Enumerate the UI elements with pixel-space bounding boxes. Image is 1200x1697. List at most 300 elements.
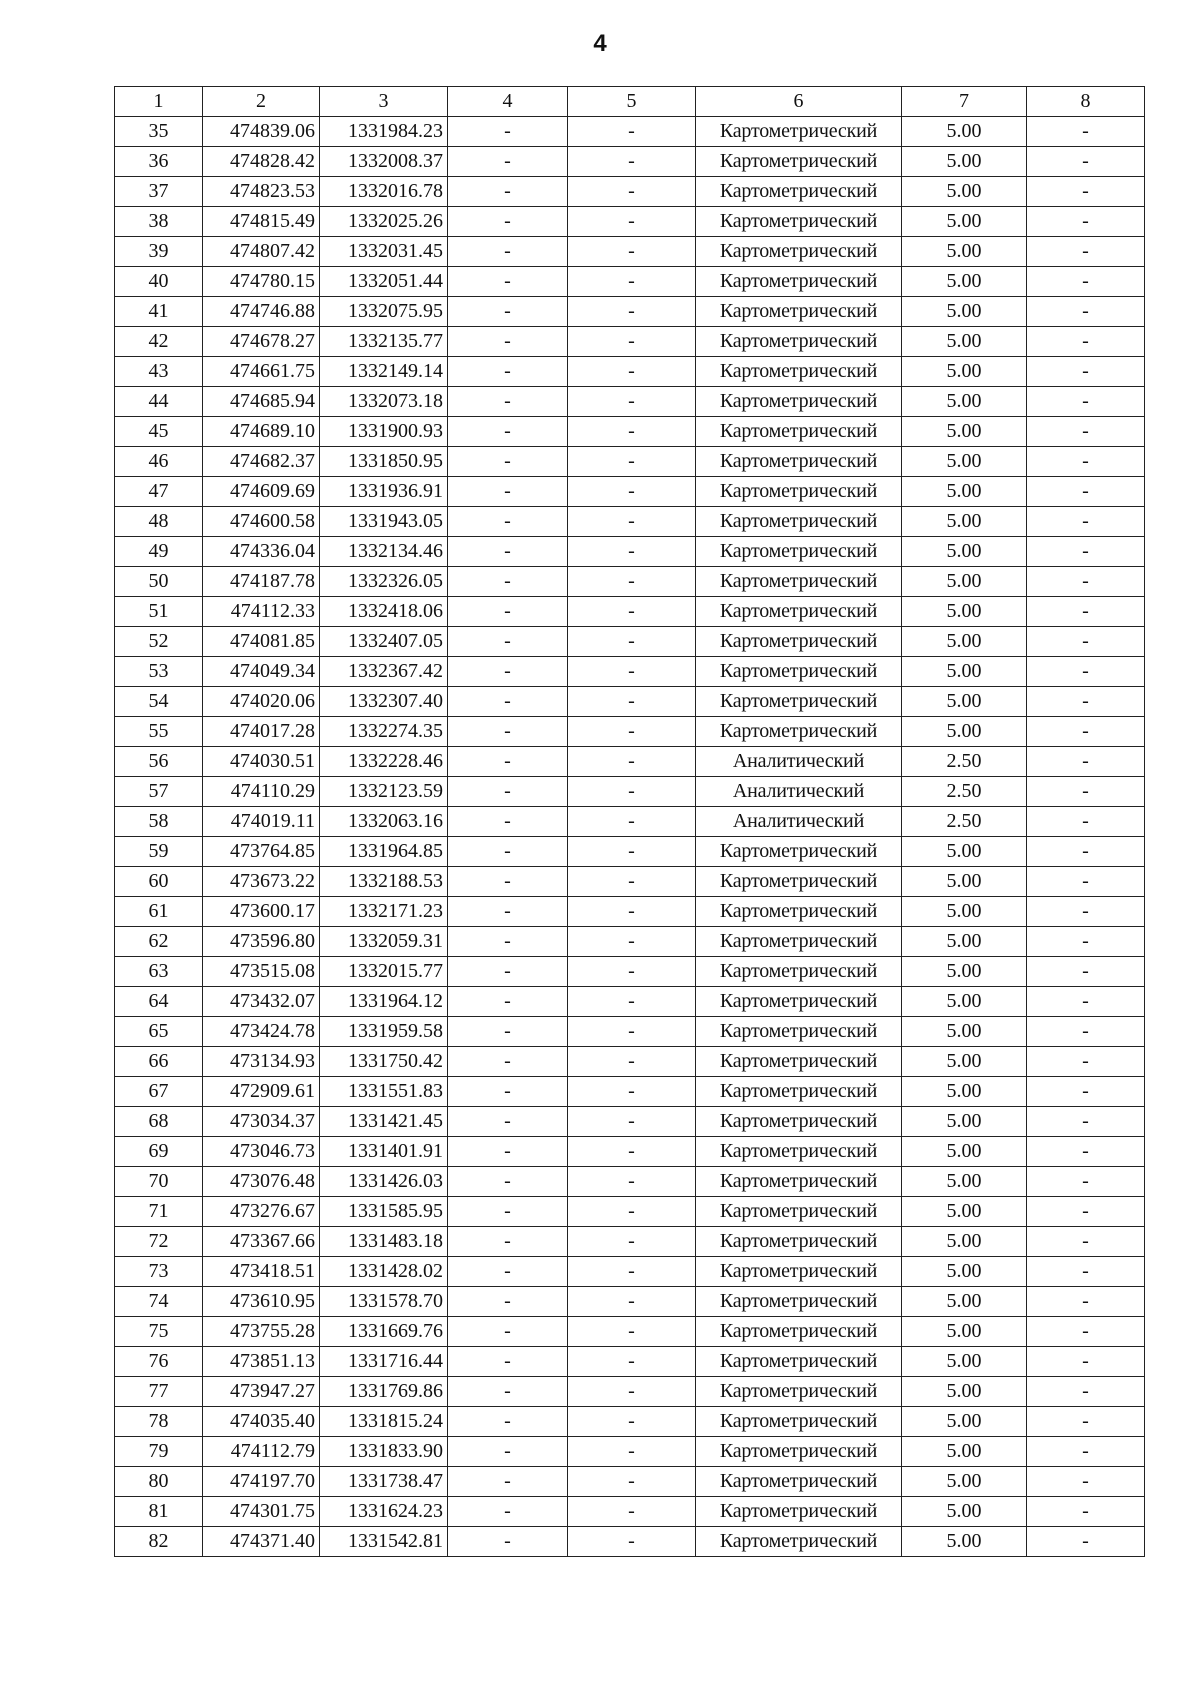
col4-cell: - — [448, 417, 568, 447]
col8-cell: - — [1027, 357, 1145, 387]
col4-cell: - — [448, 1197, 568, 1227]
method-cell: Картометрический — [696, 657, 902, 687]
table-row — [115, 987, 1145, 1017]
col8-cell: - — [1027, 1107, 1145, 1137]
y-coordinate-cell: 1331900.93 — [320, 417, 448, 447]
col5-cell: - — [568, 1077, 696, 1107]
col4-cell: - — [448, 987, 568, 1017]
x-coordinate-cell: 473947.27 — [203, 1377, 320, 1407]
point-number-cell: 44 — [115, 387, 203, 417]
accuracy-cell: 5.00 — [902, 927, 1027, 957]
point-number-cell: 53 — [115, 657, 203, 687]
accuracy-cell: 5.00 — [902, 627, 1027, 657]
col4-cell: - — [448, 627, 568, 657]
col4-cell: - — [448, 1467, 568, 1497]
accuracy-cell: 5.00 — [902, 1167, 1027, 1197]
method-cell: Картометрический — [696, 1467, 902, 1497]
col4-cell: - — [448, 777, 568, 807]
col4-cell: - — [448, 1107, 568, 1137]
point-number-cell: 66 — [115, 1047, 203, 1077]
accuracy-cell: 5.00 — [902, 507, 1027, 537]
table-row — [115, 1017, 1145, 1047]
method-cell: Картометрический — [696, 897, 902, 927]
accuracy-cell: 5.00 — [902, 1107, 1027, 1137]
col5-cell: - — [568, 717, 696, 747]
col4-cell: - — [448, 1347, 568, 1377]
method-cell: Картометрический — [696, 1167, 902, 1197]
table-row — [115, 1407, 1145, 1437]
method-cell: Картометрический — [696, 297, 902, 327]
y-coordinate-cell: 1332015.77 — [320, 957, 448, 987]
table-row — [115, 1377, 1145, 1407]
col8-cell: - — [1027, 867, 1145, 897]
x-coordinate-cell: 474197.70 — [203, 1467, 320, 1497]
col8-cell: - — [1027, 237, 1145, 267]
x-coordinate-cell: 474112.79 — [203, 1437, 320, 1467]
method-cell: Картометрический — [696, 987, 902, 1017]
col8-cell: - — [1027, 447, 1145, 477]
col5-cell: - — [568, 1047, 696, 1077]
x-coordinate-cell: 473046.73 — [203, 1137, 320, 1167]
table-row — [115, 1437, 1145, 1467]
col4-cell: - — [448, 1227, 568, 1257]
table-row — [115, 237, 1145, 267]
table-row — [115, 117, 1145, 147]
method-cell: Картометрический — [696, 1377, 902, 1407]
method-cell: Картометрический — [696, 1407, 902, 1437]
x-coordinate-cell: 473610.95 — [203, 1287, 320, 1317]
col8-cell: - — [1027, 1317, 1145, 1347]
table-row — [115, 957, 1145, 987]
col4-cell: - — [448, 177, 568, 207]
accuracy-cell: 5.00 — [902, 657, 1027, 687]
col5-cell: - — [568, 507, 696, 537]
method-cell: Картометрический — [696, 597, 902, 627]
col8-cell: - — [1027, 807, 1145, 837]
accuracy-cell: 5.00 — [902, 1257, 1027, 1287]
x-coordinate-cell: 474035.40 — [203, 1407, 320, 1437]
y-coordinate-cell: 1332171.23 — [320, 897, 448, 927]
col4-cell: - — [448, 747, 568, 777]
col4-cell: - — [448, 1377, 568, 1407]
col5-cell: - — [568, 297, 696, 327]
y-coordinate-cell: 1332307.40 — [320, 687, 448, 717]
y-coordinate-cell: 1331815.24 — [320, 1407, 448, 1437]
x-coordinate-cell: 474187.78 — [203, 567, 320, 597]
col4-cell: - — [448, 1167, 568, 1197]
point-number-cell: 67 — [115, 1077, 203, 1107]
col4-cell: - — [448, 687, 568, 717]
accuracy-cell: 5.00 — [902, 567, 1027, 597]
col4-cell: - — [448, 537, 568, 567]
accuracy-cell: 2.50 — [902, 807, 1027, 837]
accuracy-cell: 5.00 — [902, 477, 1027, 507]
y-coordinate-cell: 1331542.81 — [320, 1527, 448, 1557]
point-number-cell: 82 — [115, 1527, 203, 1557]
y-coordinate-cell: 1331585.95 — [320, 1197, 448, 1227]
col5-cell: - — [568, 327, 696, 357]
col8-cell: - — [1027, 477, 1145, 507]
point-number-cell: 46 — [115, 447, 203, 477]
x-coordinate-cell: 474112.33 — [203, 597, 320, 627]
x-coordinate-cell: 473034.37 — [203, 1107, 320, 1137]
x-coordinate-cell: 474301.75 — [203, 1497, 320, 1527]
accuracy-cell: 5.00 — [902, 537, 1027, 567]
col4-cell: - — [448, 147, 568, 177]
col5-cell: - — [568, 567, 696, 597]
col5-cell: - — [568, 1527, 696, 1557]
col8-cell: - — [1027, 327, 1145, 357]
method-cell: Картометрический — [696, 387, 902, 417]
x-coordinate-cell: 474019.11 — [203, 807, 320, 837]
col8-cell: - — [1027, 1257, 1145, 1287]
col8-cell: - — [1027, 777, 1145, 807]
col5-cell: - — [568, 867, 696, 897]
x-coordinate-cell: 473673.22 — [203, 867, 320, 897]
col8-cell: - — [1027, 207, 1145, 237]
y-coordinate-cell: 1331428.02 — [320, 1257, 448, 1287]
point-number-cell: 59 — [115, 837, 203, 867]
method-cell: Картометрический — [696, 1227, 902, 1257]
accuracy-cell: 5.00 — [902, 207, 1027, 237]
point-number-cell: 52 — [115, 627, 203, 657]
table-row — [115, 1167, 1145, 1197]
accuracy-cell: 5.00 — [902, 117, 1027, 147]
table-row — [115, 387, 1145, 417]
method-cell: Картометрический — [696, 177, 902, 207]
accuracy-cell: 5.00 — [902, 177, 1027, 207]
point-number-cell: 36 — [115, 147, 203, 177]
y-coordinate-cell: 1332326.05 — [320, 567, 448, 597]
method-cell: Картометрический — [696, 207, 902, 237]
y-coordinate-cell: 1332059.31 — [320, 927, 448, 957]
accuracy-cell: 5.00 — [902, 387, 1027, 417]
x-coordinate-cell: 473424.78 — [203, 1017, 320, 1047]
table-row — [115, 357, 1145, 387]
accuracy-cell: 5.00 — [902, 1077, 1027, 1107]
method-cell: Картометрический — [696, 447, 902, 477]
column-header: 7 — [902, 87, 1027, 117]
y-coordinate-cell: 1331716.44 — [320, 1347, 448, 1377]
table-header — [115, 87, 1145, 117]
y-coordinate-cell: 1331959.58 — [320, 1017, 448, 1047]
table-row — [115, 147, 1145, 177]
col4-cell: - — [448, 897, 568, 927]
column-header: 6 — [696, 87, 902, 117]
col5-cell: - — [568, 1137, 696, 1167]
table-row — [115, 1467, 1145, 1497]
col5-cell: - — [568, 927, 696, 957]
col8-cell: - — [1027, 297, 1145, 327]
point-number-cell: 72 — [115, 1227, 203, 1257]
table-row — [115, 507, 1145, 537]
x-coordinate-cell: 474839.06 — [203, 117, 320, 147]
method-cell: Картометрический — [696, 357, 902, 387]
col8-cell: - — [1027, 417, 1145, 447]
point-number-cell: 79 — [115, 1437, 203, 1467]
x-coordinate-cell: 474678.27 — [203, 327, 320, 357]
point-number-cell: 41 — [115, 297, 203, 327]
col5-cell: - — [568, 477, 696, 507]
x-coordinate-cell: 474661.75 — [203, 357, 320, 387]
x-coordinate-cell: 474828.42 — [203, 147, 320, 177]
y-coordinate-cell: 1332051.44 — [320, 267, 448, 297]
col4-cell: - — [448, 1317, 568, 1347]
table-row — [115, 657, 1145, 687]
x-coordinate-cell: 473418.51 — [203, 1257, 320, 1287]
method-cell: Картометрический — [696, 687, 902, 717]
point-number-cell: 69 — [115, 1137, 203, 1167]
method-cell: Картометрический — [696, 417, 902, 447]
accuracy-cell: 5.00 — [902, 1227, 1027, 1257]
header-row — [115, 87, 1145, 117]
x-coordinate-cell: 474336.04 — [203, 537, 320, 567]
accuracy-cell: 5.00 — [902, 1137, 1027, 1167]
col8-cell: - — [1027, 177, 1145, 207]
col8-cell: - — [1027, 1467, 1145, 1497]
method-cell: Картометрический — [696, 267, 902, 297]
col5-cell: - — [568, 357, 696, 387]
point-number-cell: 51 — [115, 597, 203, 627]
table-row — [115, 537, 1145, 567]
method-cell: Картометрический — [696, 1257, 902, 1287]
table-row — [115, 627, 1145, 657]
method-cell: Картометрический — [696, 1197, 902, 1227]
col4-cell: - — [448, 957, 568, 987]
accuracy-cell: 5.00 — [902, 1317, 1027, 1347]
point-number-cell: 71 — [115, 1197, 203, 1227]
y-coordinate-cell: 1331943.05 — [320, 507, 448, 537]
y-coordinate-cell: 1331624.23 — [320, 1497, 448, 1527]
point-number-cell: 77 — [115, 1377, 203, 1407]
accuracy-cell: 5.00 — [902, 1437, 1027, 1467]
y-coordinate-cell: 1331426.03 — [320, 1167, 448, 1197]
point-number-cell: 50 — [115, 567, 203, 597]
col5-cell: - — [568, 777, 696, 807]
x-coordinate-cell: 474682.37 — [203, 447, 320, 477]
col8-cell: - — [1027, 537, 1145, 567]
col8-cell: - — [1027, 1197, 1145, 1227]
y-coordinate-cell: 1331669.76 — [320, 1317, 448, 1347]
method-cell: Картометрический — [696, 1137, 902, 1167]
accuracy-cell: 5.00 — [902, 1287, 1027, 1317]
accuracy-cell: 5.00 — [902, 1017, 1027, 1047]
table-row — [115, 297, 1145, 327]
method-cell: Картометрический — [696, 1107, 902, 1137]
col8-cell: - — [1027, 1497, 1145, 1527]
method-cell: Картометрический — [696, 237, 902, 267]
col8-cell: - — [1027, 1167, 1145, 1197]
table-row — [115, 687, 1145, 717]
col5-cell: - — [568, 837, 696, 867]
accuracy-cell: 5.00 — [902, 417, 1027, 447]
col5-cell: - — [568, 957, 696, 987]
y-coordinate-cell: 1332274.35 — [320, 717, 448, 747]
x-coordinate-cell: 473596.80 — [203, 927, 320, 957]
col8-cell: - — [1027, 507, 1145, 537]
accuracy-cell: 5.00 — [902, 837, 1027, 867]
table-row — [115, 747, 1145, 777]
x-coordinate-cell: 473755.28 — [203, 1317, 320, 1347]
table-row — [115, 567, 1145, 597]
col4-cell: - — [448, 327, 568, 357]
table-row — [115, 1077, 1145, 1107]
column-header: 5 — [568, 87, 696, 117]
method-cell: Картометрический — [696, 717, 902, 747]
col8-cell: - — [1027, 687, 1145, 717]
y-coordinate-cell: 1331769.86 — [320, 1377, 448, 1407]
col8-cell: - — [1027, 987, 1145, 1017]
col5-cell: - — [568, 627, 696, 657]
column-header: 8 — [1027, 87, 1145, 117]
col4-cell: - — [448, 837, 568, 867]
table-row — [115, 327, 1145, 357]
table-row — [115, 177, 1145, 207]
col5-cell: - — [568, 447, 696, 477]
col4-cell: - — [448, 567, 568, 597]
point-number-cell: 81 — [115, 1497, 203, 1527]
table-row — [115, 1287, 1145, 1317]
col4-cell: - — [448, 1497, 568, 1527]
col8-cell: - — [1027, 597, 1145, 627]
method-cell: Картометрический — [696, 627, 902, 657]
col4-cell: - — [448, 267, 568, 297]
table-row — [115, 1197, 1145, 1227]
table-row — [115, 597, 1145, 627]
method-cell: Картометрический — [696, 537, 902, 567]
x-coordinate-cell: 474600.58 — [203, 507, 320, 537]
accuracy-cell: 5.00 — [902, 1047, 1027, 1077]
col5-cell: - — [568, 177, 696, 207]
accuracy-cell: 5.00 — [902, 267, 1027, 297]
col4-cell: - — [448, 1047, 568, 1077]
col5-cell: - — [568, 1287, 696, 1317]
table-row — [115, 1317, 1145, 1347]
point-number-cell: 37 — [115, 177, 203, 207]
y-coordinate-cell: 1332063.16 — [320, 807, 448, 837]
col8-cell: - — [1027, 837, 1145, 867]
point-number-cell: 63 — [115, 957, 203, 987]
col4-cell: - — [448, 717, 568, 747]
point-number-cell: 57 — [115, 777, 203, 807]
y-coordinate-cell: 1331964.12 — [320, 987, 448, 1017]
col8-cell: - — [1027, 1377, 1145, 1407]
col5-cell: - — [568, 1257, 696, 1287]
column-header: 2 — [203, 87, 320, 117]
accuracy-cell: 5.00 — [902, 987, 1027, 1017]
col8-cell: - — [1027, 627, 1145, 657]
point-number-cell: 65 — [115, 1017, 203, 1047]
method-cell: Аналитический — [696, 747, 902, 777]
x-coordinate-cell: 474815.49 — [203, 207, 320, 237]
table-row — [115, 717, 1145, 747]
point-number-cell: 48 — [115, 507, 203, 537]
table-row — [115, 927, 1145, 957]
x-coordinate-cell: 473367.66 — [203, 1227, 320, 1257]
col5-cell: - — [568, 1407, 696, 1437]
col5-cell: - — [568, 417, 696, 447]
method-cell: Картометрический — [696, 1077, 902, 1107]
col4-cell: - — [448, 357, 568, 387]
col8-cell: - — [1027, 957, 1145, 987]
point-number-cell: 45 — [115, 417, 203, 447]
x-coordinate-cell: 473276.67 — [203, 1197, 320, 1227]
col4-cell: - — [448, 237, 568, 267]
col8-cell: - — [1027, 717, 1145, 747]
x-coordinate-cell: 474110.29 — [203, 777, 320, 807]
coordinates-table — [114, 86, 1145, 1557]
col8-cell: - — [1027, 1407, 1145, 1437]
x-coordinate-cell: 473764.85 — [203, 837, 320, 867]
point-number-cell: 47 — [115, 477, 203, 507]
x-coordinate-cell: 473134.93 — [203, 1047, 320, 1077]
accuracy-cell: 5.00 — [902, 237, 1027, 267]
col8-cell: - — [1027, 747, 1145, 777]
accuracy-cell: 5.00 — [902, 1497, 1027, 1527]
table-row — [115, 1497, 1145, 1527]
col5-cell: - — [568, 1167, 696, 1197]
accuracy-cell: 5.00 — [902, 1407, 1027, 1437]
method-cell: Картометрический — [696, 327, 902, 357]
point-number-cell: 35 — [115, 117, 203, 147]
table-row — [115, 207, 1145, 237]
table-row — [115, 1257, 1145, 1287]
table-row — [115, 447, 1145, 477]
x-coordinate-cell: 474746.88 — [203, 297, 320, 327]
col5-cell: - — [568, 1197, 696, 1227]
x-coordinate-cell: 473851.13 — [203, 1347, 320, 1377]
col4-cell: - — [448, 117, 568, 147]
y-coordinate-cell: 1332031.45 — [320, 237, 448, 267]
x-coordinate-cell: 474017.28 — [203, 717, 320, 747]
col4-cell: - — [448, 1257, 568, 1287]
method-cell: Картометрический — [696, 1437, 902, 1467]
method-cell: Картометрический — [696, 867, 902, 897]
col4-cell: - — [448, 1407, 568, 1437]
point-number-cell: 74 — [115, 1287, 203, 1317]
method-cell: Картометрический — [696, 927, 902, 957]
col5-cell: - — [568, 1467, 696, 1497]
method-cell: Картометрический — [696, 1317, 902, 1347]
x-coordinate-cell: 474049.34 — [203, 657, 320, 687]
col8-cell: - — [1027, 1047, 1145, 1077]
col8-cell: - — [1027, 897, 1145, 927]
column-header: 1 — [115, 87, 203, 117]
y-coordinate-cell: 1331984.23 — [320, 117, 448, 147]
accuracy-cell: 5.00 — [902, 717, 1027, 747]
method-cell: Картометрический — [696, 957, 902, 987]
x-coordinate-cell: 474020.06 — [203, 687, 320, 717]
y-coordinate-cell: 1332228.46 — [320, 747, 448, 777]
x-coordinate-cell: 472909.61 — [203, 1077, 320, 1107]
point-number-cell: 68 — [115, 1107, 203, 1137]
x-coordinate-cell: 474685.94 — [203, 387, 320, 417]
table-row — [115, 777, 1145, 807]
col8-cell: - — [1027, 1437, 1145, 1467]
method-cell: Картометрический — [696, 1287, 902, 1317]
y-coordinate-cell: 1332418.06 — [320, 597, 448, 627]
accuracy-cell: 5.00 — [902, 297, 1027, 327]
x-coordinate-cell: 474823.53 — [203, 177, 320, 207]
point-number-cell: 40 — [115, 267, 203, 297]
col4-cell: - — [448, 1527, 568, 1557]
table-row — [115, 867, 1145, 897]
col5-cell: - — [568, 207, 696, 237]
x-coordinate-cell: 473076.48 — [203, 1167, 320, 1197]
col5-cell: - — [568, 1377, 696, 1407]
table-row — [115, 1227, 1145, 1257]
col8-cell: - — [1027, 1527, 1145, 1557]
